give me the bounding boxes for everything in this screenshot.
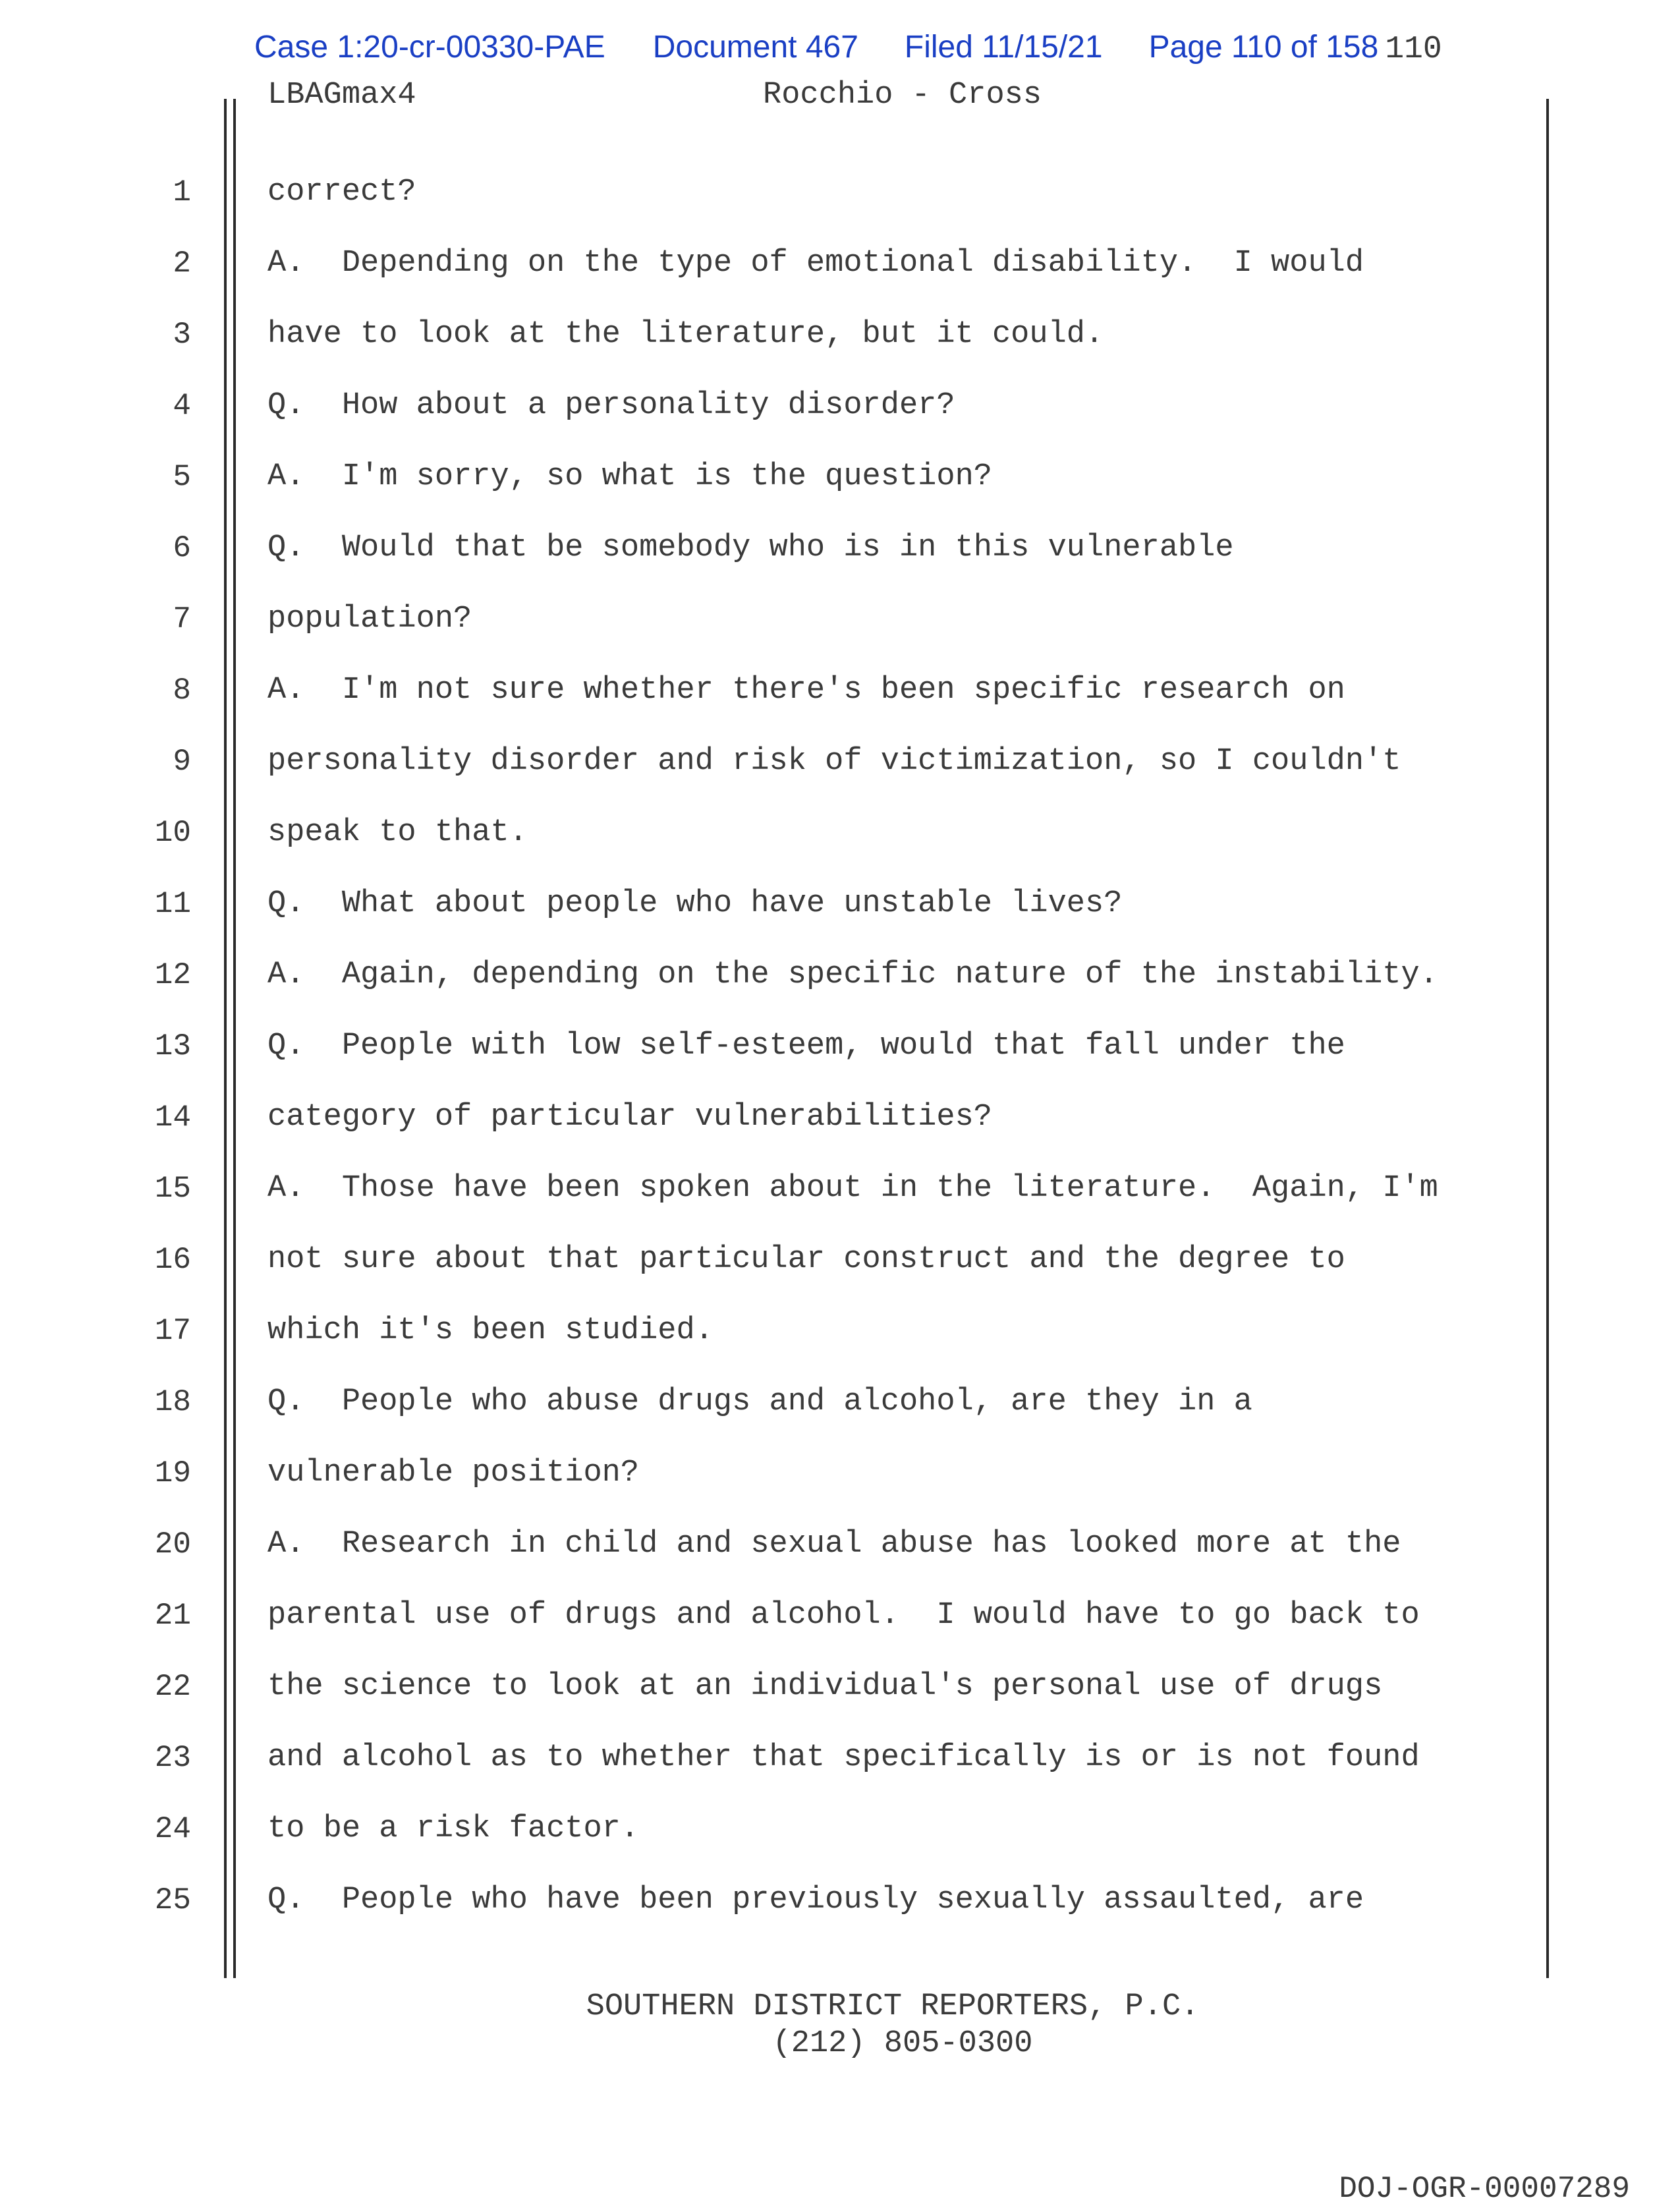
transcript-line: A. Research in child and sexual abuse has looked more at the (267, 1527, 1401, 1562)
line-number: 18 (154, 1385, 191, 1419)
line-number: 21 (154, 1599, 191, 1633)
line-number: 25 (154, 1883, 191, 1917)
line-number: 1 (173, 175, 191, 210)
transcript-line: parental use of drugs and alcohol. I would have to go back to (267, 1598, 1420, 1633)
transcript-line: Q. People who abuse drugs and alcohol, are they in a (267, 1384, 1252, 1419)
transcript-line: vulnerable position? (267, 1456, 640, 1490)
transcript-line: not sure about that particular construct and the degree to (267, 1242, 1345, 1277)
transcript-line: correct? (267, 175, 416, 210)
bates-number: DOJ-OGR-00007289 (1339, 2172, 1630, 2206)
ecf-case-number: Case 1:20-cr-00330-PAE (254, 30, 605, 65)
line-number: 6 (173, 531, 191, 565)
transcript-line: Q. People who have been previously sexually assaulted, are (267, 1883, 1364, 1917)
transcript-line: speak to that. (267, 815, 528, 850)
ecf-filed-date: Filed 11/15/21 (904, 30, 1103, 65)
line-number: 4 (173, 389, 191, 423)
transcript-line: Q. People with low self-esteem, would that fall under the (267, 1029, 1345, 1063)
line-number: 23 (154, 1741, 191, 1775)
line-number: 24 (154, 1812, 191, 1846)
transcript-line: Q. Would that be somebody who is in this vulnerable (267, 530, 1234, 565)
transcript-page-number: 110 (1385, 32, 1442, 67)
line-number: 3 (173, 318, 191, 352)
line-number: 7 (173, 602, 191, 637)
transcript-line: A. Depending on the type of emotional disability. I would (267, 246, 1364, 281)
transcript-line: Q. How about a personality disorder? (267, 388, 955, 423)
line-number: 5 (173, 460, 191, 494)
reporter-phone: (212) 805-0300 (772, 2026, 1033, 2061)
line-number: 19 (154, 1456, 191, 1490)
transcript-line: personality disorder and risk of victimization, so I couldn't (267, 744, 1401, 779)
line-number: 9 (173, 745, 191, 779)
left-margin-rule-inner (233, 99, 236, 1978)
transcript-line: the science to look at an individual's personal use of drugs (267, 1669, 1383, 1704)
left-margin-rule-outer (224, 99, 227, 1978)
transcript-line: and alcohol as to whether that specifically is or is not found (267, 1740, 1420, 1775)
transcript-line: have to look at the literature, but it could. (267, 317, 1104, 352)
line-number: 20 (154, 1527, 191, 1562)
reporter-footer (0, 1989, 1680, 2062)
reporter-name: SOUTHERN DISTRICT REPORTERS, P.C. (586, 1989, 1200, 2024)
transcript-line: category of particular vulnerabilities? (267, 1100, 992, 1135)
line-number: 11 (154, 887, 191, 921)
line-number: 17 (154, 1314, 191, 1348)
ecf-page-count: Page 110 of 158 (1148, 30, 1379, 65)
running-head-title: Rocchio - Cross (763, 78, 1042, 113)
line-number: 22 (154, 1670, 191, 1704)
right-margin-rule (1546, 99, 1549, 1978)
transcript-line: Q. What about people who have unstable lives? (267, 886, 1123, 921)
transcript-line: to be a risk factor. (267, 1811, 640, 1846)
transcript-line: A. Again, depending on the specific nature of the instability. (267, 957, 1438, 992)
line-number: 12 (154, 958, 191, 992)
transcript-line: A. I'm not sure whether there's been specific research on (267, 673, 1345, 708)
line-number: 15 (154, 1172, 191, 1206)
running-head-code: LBAGmax4 (267, 78, 416, 113)
line-number: 13 (154, 1029, 191, 1063)
ecf-document-number: Document 467 (652, 30, 858, 65)
transcript-line: which it's been studied. (267, 1313, 714, 1348)
running-head (267, 78, 1559, 117)
transcript-line: A. Those have been spoken about in the literature. Again, I'm (267, 1171, 1438, 1206)
transcript-line: population? (267, 602, 472, 637)
line-number-column (132, 173, 191, 1952)
line-number: 14 (154, 1100, 191, 1135)
line-number: 2 (173, 246, 191, 281)
transcript-body (267, 173, 1539, 1952)
ecf-filing-header (254, 29, 1442, 71)
line-number: 16 (154, 1243, 191, 1277)
line-number: 8 (173, 673, 191, 708)
line-number: 10 (154, 816, 191, 850)
transcript-line: A. I'm sorry, so what is the question? (267, 459, 992, 494)
